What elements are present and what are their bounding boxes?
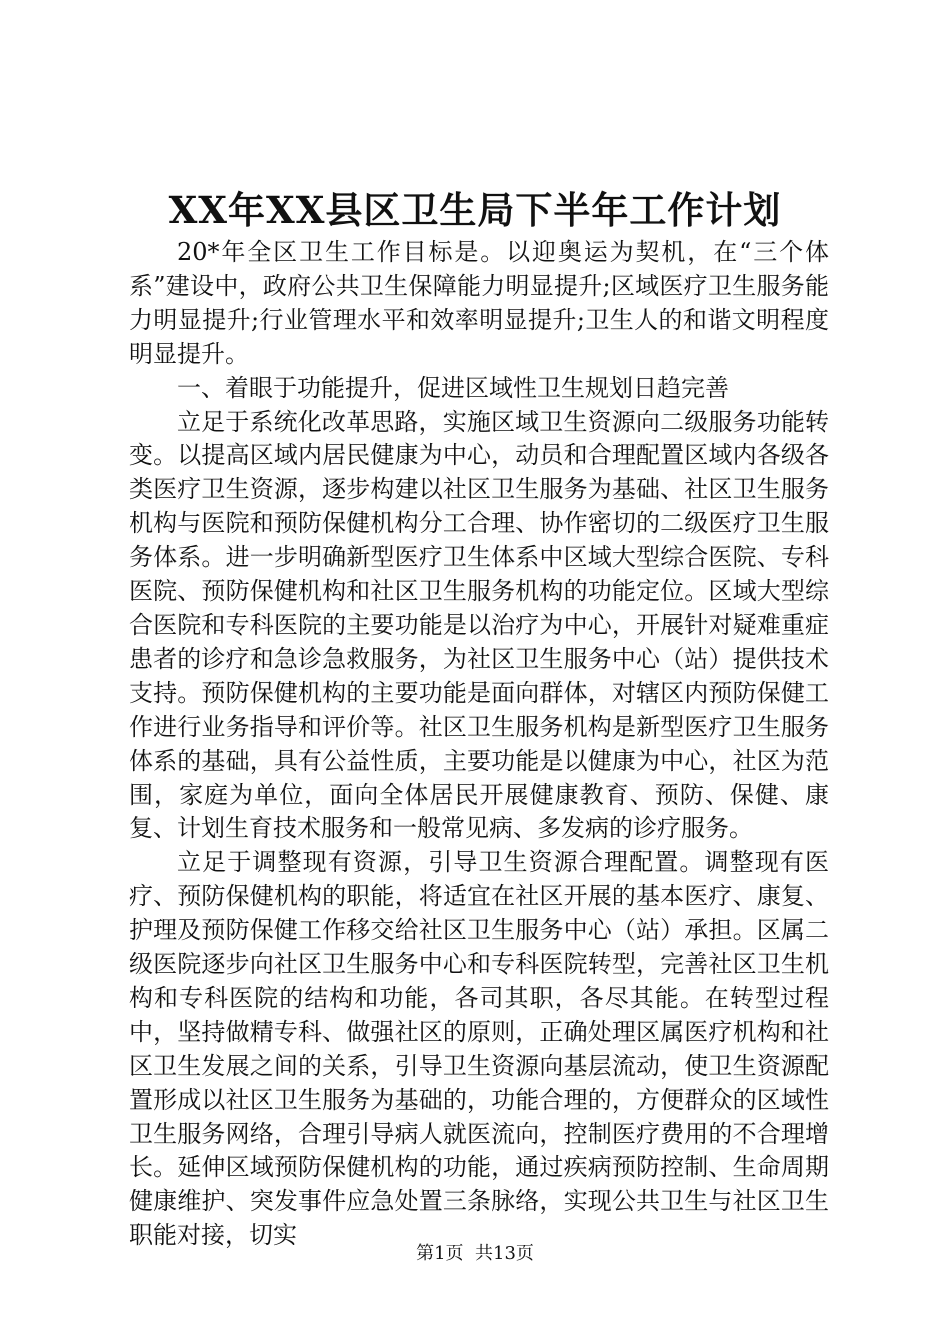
section-heading: 一、着眼于功能提升，促进区域性卫生规划日趋完善 [177,373,729,402]
footer-spacer [464,1243,475,1264]
page-total: 共13页 [475,1243,534,1264]
document-body [129,236,829,1253]
paragraph-body: 立足于系统化改革思路，实施区域卫生资源向二级服务功能转变。以提高区域内居民健康为中心，动员和合理配置区域内各级各类医疗卫生资源，逐步构建以社区卫生服务为基础、社区卫生服务机构与医院和预防保健机构分工合理、协作密切的二级医疗卫生服务体系。进一步明确新型医疗卫生体系中区域大型综合医院、专科医院、预防保健机构和社区卫生服务机构的功能定位。区域大型综合医院和专科医院的主要功能是以治疗为中心，开展针对疑难重症患者的诊疗和急诊急救服务，为社区卫生服务中心（站）提供技术支持。预防保健机构的主要功能是面向群体，对辖区内预防保健工作进行业务指导和评价等。社区卫生服务机构是新型医疗卫生服务体系的基础，具有公益性质，主要功能是以健康为中心，社区为范围，家庭为单位，面向全体居民开展健康教育、预防、保健、康复、计划生育技术服务和一般常见病、多发病的诊疗服务。 [129,407,829,843]
page-footer [0,1242,950,1266]
document-title: XX年XX县区卫生局下半年工作计划 [168,188,782,232]
paragraph-intro: 20*年全区卫生工作目标是。以迎奥运为契机，在“三个体系”建设中，政府公共卫生保障能力明显提升;区域医疗卫生服务能力明显提升;行业管理水平和效率明显提升;卫生人的和谐文明程度明显提升。 [129,238,829,368]
page-number: 第1页 [416,1243,464,1264]
paragraph-body: 立足于调整现有资源，引导卫生资源合理配置。调整现有医疗、预防保健机构的职能，将适宜在社区开展的基本医疗、康复、护理及预防保健工作移交给社区卫生服务中心（站）承担。区属二级医院逐步向社区卫生服务中心和专科医院转型，完善社区卫生机构和专科医院的结构和功能，各司其职，各尽其能。在转型过程中，坚持做精专科、做强社区的原则，正确处理区属医疗机构和社区卫生发展之间的关系，引导卫生资源向基层流动，使卫生资源配置形成以社区卫生服务为基础的，功能合理的，方便群众的区域性卫生服务网络，合理引导病人就医流向，控制医疗费用的不合理增长。延伸区域预防保健机构的功能，通过疾病预防控制、生命周期健康维护、突发事件应急处置三条脉络，实现公共卫生与社区卫生职能对接，切实 [129,848,829,1250]
